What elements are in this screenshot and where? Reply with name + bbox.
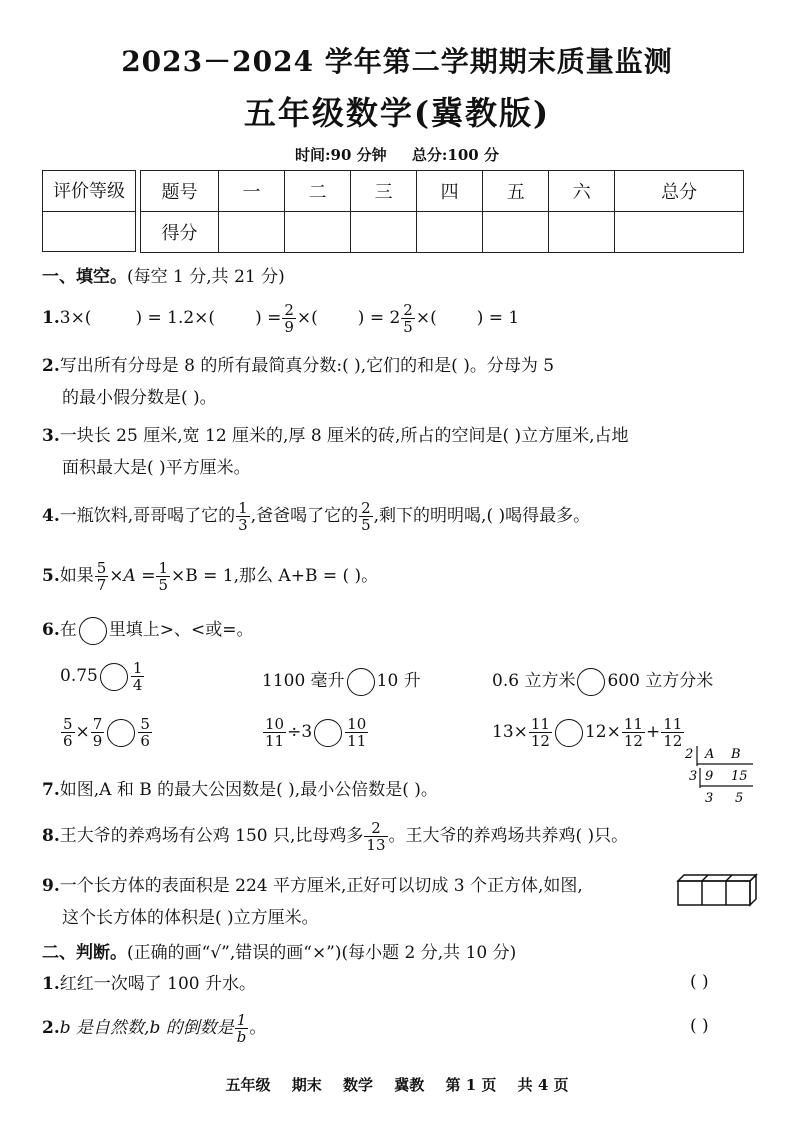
compare-text: 10 升 bbox=[376, 671, 421, 691]
q-text: 这个长方体的体积是( )立方厘米。 bbox=[62, 908, 319, 928]
q-text: 的最小假分数是( )。 bbox=[62, 388, 217, 408]
q-text: 在 bbox=[59, 620, 77, 640]
eval-grade-cell[interactable] bbox=[43, 212, 135, 251]
question-1-1 bbox=[42, 302, 519, 335]
q-text: 一个长方体的表面积是 224 平方厘米,正好可以切成 3 个正方体,如图, bbox=[59, 876, 583, 896]
q-text: 王大爷的养鸡场有公鸡 150 只,比母鸡多 bbox=[59, 826, 364, 846]
q-text: ,剩下的明明喝,( )喝得最多。 bbox=[373, 506, 591, 526]
compare-text: ÷3 bbox=[287, 722, 313, 742]
q-text: 。王大爷的养鸡场共养鸡( )只。 bbox=[388, 826, 629, 846]
score-value-row bbox=[141, 212, 744, 253]
q-text: 如果 bbox=[59, 566, 94, 586]
compare-item-6 bbox=[492, 716, 685, 749]
compare-text: 13× bbox=[492, 722, 528, 742]
score-cell[interactable] bbox=[483, 212, 549, 253]
question-1-6 bbox=[42, 614, 253, 646]
question-number: 6. bbox=[42, 620, 60, 640]
score-header-cell: 总分 bbox=[615, 171, 744, 212]
quotient-1: 9 bbox=[705, 769, 714, 784]
compare-text: × bbox=[75, 722, 90, 742]
fraction: $\frac{7}{9}$ bbox=[92, 715, 103, 750]
fraction: $\frac{1}{3}$ bbox=[238, 499, 248, 534]
q-text: 面积最大是( )平方厘米。 bbox=[62, 458, 251, 478]
question-number: 3. bbox=[42, 426, 60, 446]
score-cell[interactable] bbox=[219, 212, 285, 253]
q-text: 一瓶饮料,哥哥喝了它的 bbox=[59, 506, 236, 526]
question-number: 8. bbox=[42, 826, 60, 846]
answer-paren[interactable]: ( ) bbox=[690, 972, 709, 992]
question-number: 9. bbox=[42, 876, 60, 896]
divisor-1: 2 bbox=[685, 747, 694, 762]
q-text: ) = bbox=[255, 308, 282, 328]
fraction: $\frac{5}{6}$ bbox=[140, 715, 150, 750]
fraction: $\frac{10}{11}$ bbox=[347, 715, 367, 750]
score-header-cell: 六 bbox=[549, 171, 615, 212]
question-1-7 bbox=[42, 774, 438, 806]
compare-item-4 bbox=[60, 716, 153, 749]
footer-item: 第 1 页 bbox=[445, 1076, 497, 1094]
compare-item-3 bbox=[492, 666, 713, 696]
compare-text: + bbox=[645, 722, 661, 742]
compare-item-5 bbox=[262, 716, 369, 749]
q-text: 3×( bbox=[59, 308, 92, 328]
compare-text: 12× bbox=[584, 722, 621, 742]
question-1-9 bbox=[42, 870, 672, 934]
fraction: $\frac{11}{12}$ bbox=[623, 715, 643, 750]
section1-note: (每空 1 分,共 21 分) bbox=[127, 267, 285, 287]
compare-item-1 bbox=[60, 660, 145, 693]
page-footer bbox=[0, 1074, 794, 1095]
eval-grade-box bbox=[42, 170, 136, 252]
section1-title: 一、填空。 bbox=[42, 267, 127, 287]
score-header-cell: 二 bbox=[285, 171, 351, 212]
score-header-cell: 一 bbox=[219, 171, 285, 212]
fraction: $\frac{1}{5}$ bbox=[158, 559, 169, 594]
question-2-2 bbox=[42, 1012, 266, 1045]
q-text: 红红一次喝了 100 升水。 bbox=[59, 974, 257, 994]
compare-text: 0.6 立方米 bbox=[492, 671, 576, 691]
score-cell[interactable] bbox=[351, 212, 417, 253]
answer-paren[interactable]: ( ) bbox=[690, 1016, 709, 1036]
question-1-2 bbox=[42, 350, 762, 414]
compare-text: 1100 毫升 bbox=[262, 671, 345, 691]
fraction: $\frac{11}{12}$ bbox=[663, 715, 683, 750]
compare-item-2 bbox=[262, 666, 421, 696]
question-1-3 bbox=[42, 420, 762, 484]
question-number: 1. bbox=[42, 974, 60, 994]
remainder-2: 5 bbox=[735, 791, 744, 806]
compare-text: 0.75 bbox=[60, 666, 98, 686]
question-number: 1. bbox=[42, 308, 60, 328]
score-table bbox=[140, 170, 744, 253]
cuboid-three-cubes-icon bbox=[676, 873, 758, 907]
exam-total: 总分:100 分 bbox=[411, 146, 499, 164]
footer-item: 数学 bbox=[342, 1076, 373, 1094]
dividend-b: B bbox=[731, 747, 741, 762]
q-text: ×( bbox=[296, 308, 318, 328]
q-text: ×A = bbox=[109, 566, 156, 586]
score-header-cell: 题号 bbox=[141, 171, 219, 212]
score-header-cell: 五 bbox=[483, 171, 549, 212]
answer-circle-icon bbox=[79, 617, 107, 645]
q-text: ×B = 1,那么 A+B = ( )。 bbox=[171, 566, 379, 586]
fraction: $\frac{2}{5}$ bbox=[361, 499, 371, 534]
footer-item: 冀教 bbox=[394, 1076, 425, 1094]
question-1-5 bbox=[42, 560, 378, 593]
score-cell[interactable] bbox=[615, 212, 744, 253]
question-number: 7. bbox=[42, 780, 60, 800]
fraction: $\frac{1}{4}$ bbox=[132, 659, 143, 694]
q-text: 写出所有分母是 8 的所有最简真分数:( ),它们的和是( )。分母为 5 bbox=[59, 356, 555, 376]
fraction: $\frac{2}{13}$ bbox=[366, 819, 386, 854]
score-cell[interactable] bbox=[417, 212, 483, 253]
fraction: $\frac{11}{12}$ bbox=[530, 715, 550, 750]
fraction: $\frac{1}{b}$ bbox=[236, 1011, 247, 1046]
short-division-diagram bbox=[683, 742, 755, 808]
q-text: ×( bbox=[415, 308, 437, 328]
question-1-8 bbox=[42, 820, 628, 853]
footer-item: 五年级 bbox=[225, 1076, 271, 1094]
fraction: $\frac{10}{11}$ bbox=[265, 715, 285, 750]
fraction: $\frac{2}{9}$ bbox=[284, 301, 294, 336]
exam-title: 2023－2024 学年第二学期期末质量监测 bbox=[121, 45, 673, 78]
section2-heading bbox=[42, 938, 516, 963]
score-cell[interactable] bbox=[285, 212, 351, 253]
divisor-2: 3 bbox=[689, 769, 698, 784]
q-text: ) = 2 bbox=[357, 308, 401, 328]
compare-text: 600 立方分米 bbox=[607, 671, 714, 691]
q-text: ) = 1.2×( bbox=[135, 308, 216, 328]
q-text: ) = 1 bbox=[476, 308, 520, 328]
fraction: $\frac{5}{7}$ bbox=[96, 559, 107, 594]
question-number: 2. bbox=[42, 1018, 60, 1038]
fraction: $\frac{2}{5}$ bbox=[403, 301, 413, 336]
answer-circle-icon[interactable] bbox=[100, 663, 128, 691]
q-text: 一块长 25 厘米,宽 12 厘米的,厚 8 厘米的砖,所占的空间是( )立方厘米,占地 bbox=[59, 426, 629, 446]
eval-grade-label: 评价等级 bbox=[43, 171, 135, 212]
footer-item: 共 4 页 bbox=[517, 1076, 569, 1094]
answer-circle-icon[interactable] bbox=[347, 668, 375, 696]
answer-circle-icon[interactable] bbox=[314, 719, 342, 747]
exam-subtitle: 五年级数学(冀教版) bbox=[243, 94, 551, 132]
answer-circle-icon[interactable] bbox=[107, 719, 135, 747]
section2-note: (正确的画“√”,错误的画“×”)(每小题 2 分,共 10 分) bbox=[127, 943, 517, 963]
exam-time-info bbox=[0, 144, 794, 165]
answer-circle-icon[interactable] bbox=[577, 668, 605, 696]
question-number: 5. bbox=[42, 566, 60, 586]
q-text: ,爸爸喝了它的 bbox=[250, 506, 359, 526]
q-text: 里填上>、<或=。 bbox=[108, 620, 254, 640]
q-text: 如图,A 和 B 的最大公因数是( ),最小公倍数是( )。 bbox=[59, 780, 438, 800]
q-text: b 是自然数,b 的倒数是 bbox=[59, 1018, 234, 1038]
question-number: 2. bbox=[42, 356, 60, 376]
question-1-4 bbox=[42, 500, 590, 533]
score-header-cell: 四 bbox=[417, 171, 483, 212]
quotient-2: 15 bbox=[731, 769, 748, 784]
footer-item: 期末 bbox=[291, 1076, 322, 1094]
dividend-a: A bbox=[705, 747, 715, 762]
q-text: 。 bbox=[249, 1018, 267, 1038]
section2-title: 二、判断。 bbox=[42, 943, 127, 963]
score-header-cell: 三 bbox=[351, 171, 417, 212]
fraction: $\frac{5}{6}$ bbox=[63, 715, 73, 750]
question-2-1 bbox=[42, 968, 256, 1000]
remainder-1: 3 bbox=[705, 791, 714, 806]
answer-circle-icon[interactable] bbox=[555, 719, 583, 747]
score-row-label: 得分 bbox=[141, 212, 219, 253]
score-header-row bbox=[141, 171, 744, 212]
exam-time: 时间:90 分钟 bbox=[295, 146, 387, 164]
question-number: 4. bbox=[42, 506, 60, 526]
score-cell[interactable] bbox=[549, 212, 615, 253]
section1-heading bbox=[42, 262, 285, 287]
